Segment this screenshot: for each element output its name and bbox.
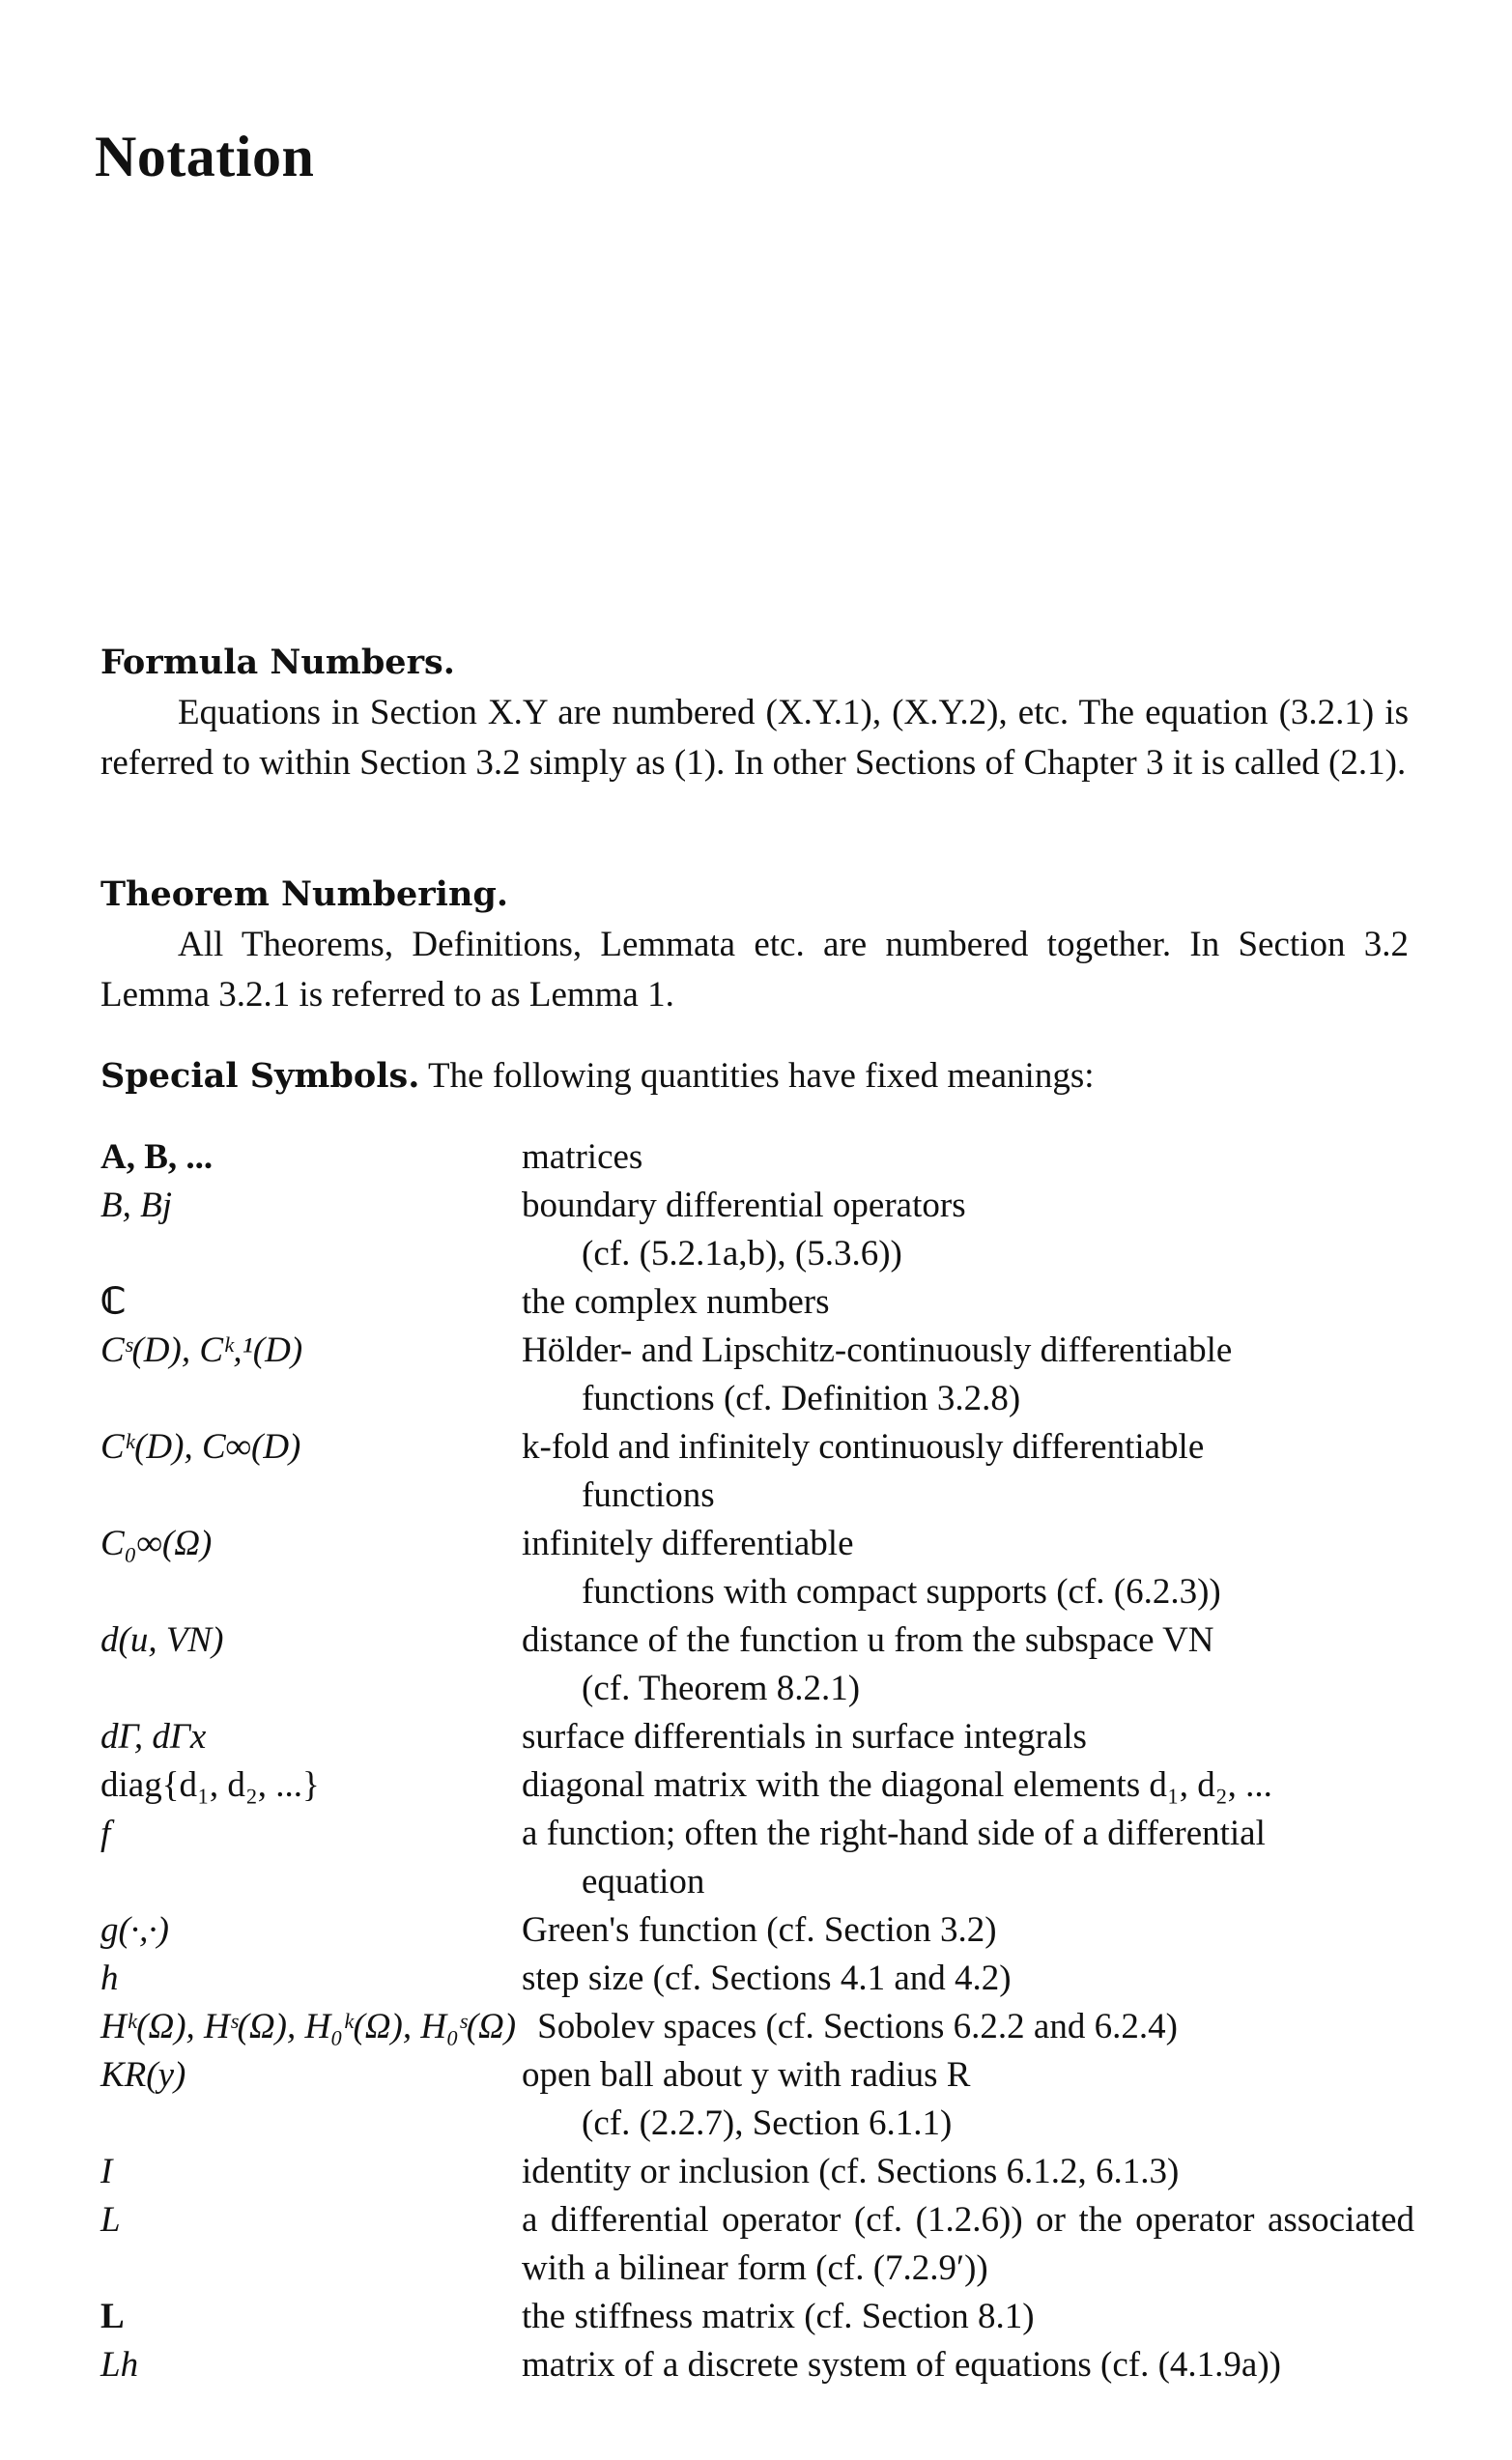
symbol-row [100, 1713, 1414, 1761]
symbol-description: step size (cf. Sections 4.1 and 4.2) [522, 1959, 1012, 1998]
symbol-description: a differential operator (cf. (1.2.6)) or the operator associated with a bilinear form (cf. (7.2.9′)) [522, 2200, 1414, 2288]
symbol-description: Hölder- and Lipschitz-continuously differentiable [522, 1330, 1233, 1370]
symbol-description: matrices [522, 1137, 643, 1177]
symbol: d(u, VN) [100, 1620, 224, 1660]
symbol: B, Bj [100, 1186, 172, 1225]
symbol-description: the complex numbers [522, 1282, 830, 1322]
symbol-description-continued: (cf. (5.2.1a,b), (5.3.6)) [582, 1234, 902, 1273]
symbol-row [100, 1761, 1414, 1810]
symbol-row [100, 1955, 1414, 2003]
symbol: diag{d₁, d₂, ...} [100, 1765, 320, 1805]
symbol-description-continued: (cf. (2.2.7), Section 6.1.1) [582, 2103, 953, 2143]
symbol: A, B, ... [100, 1137, 214, 1177]
symbol-table [100, 1133, 1414, 2389]
symbol-description: surface differentials in surface integrals [522, 1717, 1087, 1757]
symbol: Hᵏ(Ω), Hˢ(Ω), H₀ᵏ(Ω), H₀ˢ(Ω) [100, 2007, 517, 2046]
formula-numbers-section [100, 638, 1409, 788]
symbol: h [100, 1959, 119, 1998]
symbol-row [100, 1423, 1414, 1520]
symbol-description: boundary differential operators [522, 1186, 966, 1225]
symbol-description: identity or inclusion (cf. Sections 6.1.2, 6.1.3) [522, 2152, 1180, 2191]
symbol-row [100, 1810, 1414, 1906]
symbol-description: the stiffness matrix (cf. Section 8.1) [522, 2297, 1035, 2336]
symbol-description: k-fold and infinitely continuously differentiable [522, 1427, 1205, 1467]
symbol-row [100, 1278, 1414, 1327]
symbol-description: a function; often the right-hand side of a differential [522, 1814, 1266, 1853]
symbol-description: Green's function (cf. Section 3.2) [522, 1910, 997, 1950]
symbol: Cᵏ(D), C∞(D) [100, 1427, 301, 1467]
symbol-description-continued: equation [582, 1862, 705, 1902]
symbol-row [100, 2051, 1414, 2148]
symbol-row [100, 1520, 1414, 1616]
symbol-row [100, 2341, 1414, 2389]
symbol: L [100, 2297, 125, 2336]
symbol-description: open ball about y with radius R [522, 2055, 971, 2095]
symbol-description: distance of the function u from the subspace VN [522, 1620, 1214, 1660]
theorem-numbering-heading: Theorem Numbering. [100, 874, 509, 914]
symbol-description-continued: (cf. Theorem 8.2.1) [582, 1669, 861, 1708]
formula-numbers-text: Equations in Section X.Y are numbered (X.Y.1), (X.Y.2), etc. The equation (3.2.1) is referred to within Section 3.2 simply as (1). In other Sections of Chapter 3 it is called (2.1). [100, 693, 1409, 783]
symbol: L [100, 2200, 121, 2240]
symbol: dΓ, dΓx [100, 1717, 207, 1757]
symbol: f [100, 1814, 111, 1853]
symbol-description: matrix of a discrete system of equations (cf. (4.1.9a)) [522, 2345, 1281, 2385]
special-symbols-intro: The following quantities have fixed meanings: [428, 1056, 1095, 1096]
symbol: g(·,·) [100, 1910, 169, 1950]
symbol-row [100, 2293, 1414, 2341]
symbol: Lh [100, 2345, 139, 2385]
theorem-numbering-section [100, 870, 1409, 1020]
symbol: C₀∞(Ω) [100, 1524, 213, 1563]
page-title: Notation [95, 125, 315, 188]
symbol-row [100, 1182, 1414, 1278]
symbol-description-continued: functions [582, 1475, 715, 1515]
symbol: I [100, 2152, 113, 2191]
symbol-description: Sobolev spaces (cf. Sections 6.2.2 and 6.2.4) [537, 2007, 1178, 2046]
symbol: KR(y) [100, 2055, 186, 2095]
symbol-row [100, 1327, 1414, 1423]
symbol-row [100, 2148, 1414, 2196]
symbol: ℂ [100, 1282, 126, 1322]
formula-numbers-heading: Formula Numbers. [100, 643, 455, 682]
special-symbols-heading: Special Symbols. [100, 1056, 420, 1096]
symbol-row [100, 1616, 1414, 1713]
symbol-row [100, 1906, 1414, 1955]
symbol-row [100, 2003, 1414, 2051]
special-symbols-section [100, 1051, 1409, 1101]
symbol-row [100, 2196, 1414, 2293]
symbol-description: diagonal matrix with the diagonal elements d₁, d₂, ... [522, 1765, 1272, 1805]
symbol-description: infinitely differentiable [522, 1524, 854, 1563]
theorem-numbering-text: All Theorems, Definitions, Lemmata etc. are numbered together. In Section 3.2 Lemma 3.2.1 is referred to as Lemma 1. [100, 925, 1409, 1015]
symbol-description-continued: functions with compact supports (cf. (6.2.3)) [582, 1572, 1221, 1612]
symbol: Cˢ(D), Cᵏ,¹(D) [100, 1330, 303, 1370]
symbol-row [100, 1133, 1414, 1182]
symbol-description-continued: functions (cf. Definition 3.2.8) [582, 1379, 1021, 1418]
